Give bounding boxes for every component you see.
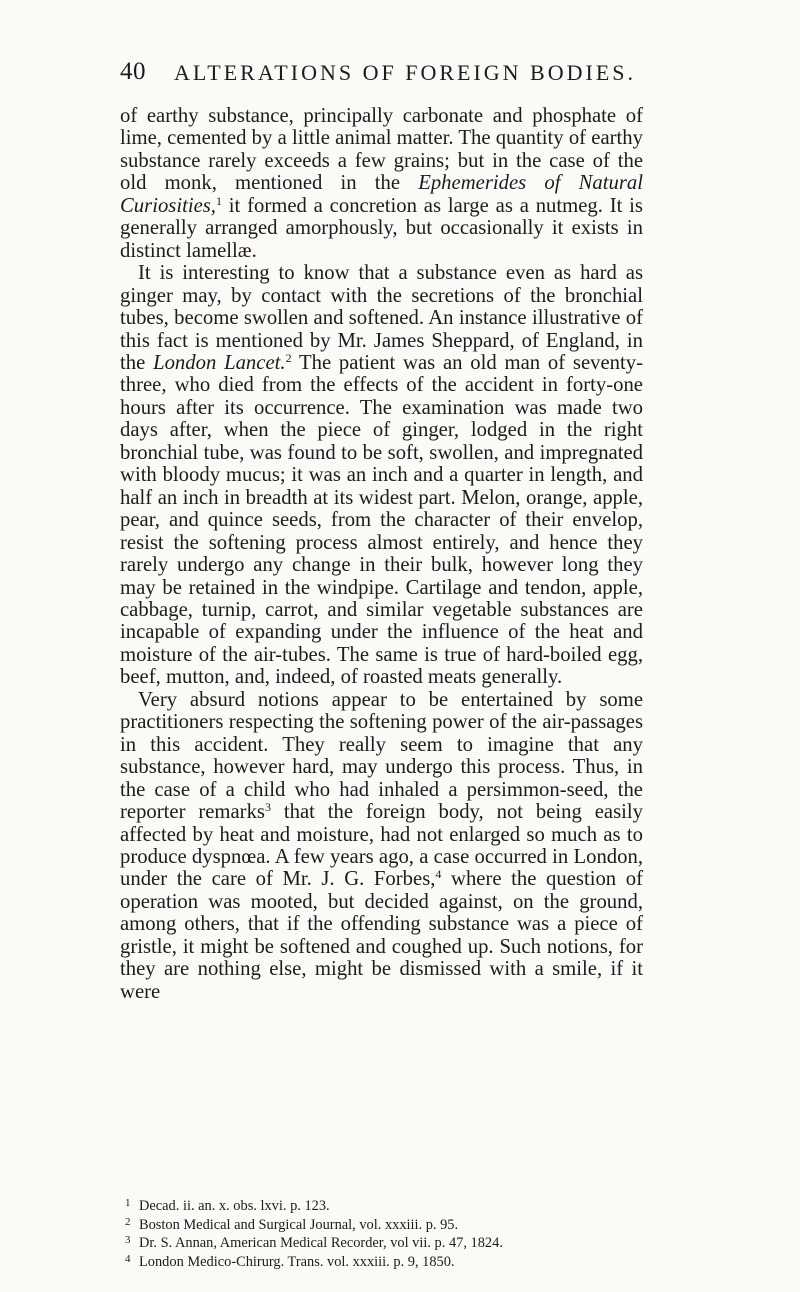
paragraph: Very absurd notions appear to be entertained by some practitioners respecting the softening power of the air-passages in this accident. They really seem to imagine that any substance, however hard, may undergo this process. Thus, in the case of a child who had inhaled a persimmon-seed, the reporter remarks$^3$ that the foreign body, not being easily affected by heat and moisture, had not enlarged so much as to produce dyspnœa. A few years ago, a case occurred in London, under the care of Mr. J. G. Forbes,$^4$ where the question of operation was mooted, but decided against, on the ground, among others, that if the offending substance was a piece of gristle, it might be softened and coughed up. Such notions, for they are nothing else, might be dismissed with a smile, if it were [120,688,643,1003]
footnote-mark: 2 [125,1215,131,1228]
footnote-text: Boston Medical and Surgical Journal, vol. xxxiii. p. 95. [139,1216,459,1233]
page-header [120,58,640,88]
page-number: 40 [120,58,146,85]
footnote-text: Dr. S. Annan, American Medical Recorder, vol vii. p. 47, 1824. [139,1235,503,1252]
footnote-mark: 4 [125,1252,131,1265]
footnote-text: Decad. ii. an. x. obs. lxvi. p. 123. [139,1198,330,1214]
footnote [125,1253,645,1272]
footnote-text: London Medico-Chirurg. Trans. vol. xxxiii. p. 9, 1850. [139,1253,455,1270]
footnote-ref[interactable]: 2 [285,350,292,365]
footnote [125,1216,645,1235]
footnote-ref[interactable]: 4 [435,867,442,882]
footnote-ref[interactable]: 3 [264,800,271,815]
italic-title: Ephemerides of Natural Curiosities, [120,172,643,217]
footnotes [125,1197,645,1271]
paragraph: of earthy substance, principally carbonate and phosphate of lime, cemented by a little animal matter. The quantity of earthy substance rarely exceeds a few grains; but in the case of the old monk, mentioned in the Ephemerides of Natural Curiosities,$^1$ it formed a concretion as large as a nutmeg. It is generally arranged amorphously, but occasionally it exists in distinct lamellæ. [120,105,643,262]
running-head: ALTERATIONS OF FOREIGN BODIES. [174,60,636,85]
footnote-mark: 1 [125,1197,131,1209]
footnote [125,1234,645,1253]
italic-title: London Lancet. [153,351,286,374]
footnote-ref[interactable]: 1 [215,193,222,208]
footnote [125,1197,645,1216]
footnote-mark: 3 [125,1234,131,1247]
body-text [120,105,643,1003]
paragraph: It is interesting to know that a substance even as hard as ginger may, by contact with the secretions of the bronchial tubes, become swollen and softened. An instance illustrative of this fact is mentioned by Mr. James Sheppard, of England, in the London Lancet.$^2$ The patient was an old man of seventy-three, who died from the effects of the accident in forty-one hours after its occurrence. The examination was made two days after, when the piece of ginger, lodged in the right bronchial tube, was found to be soft, swollen, and impregnated with bloody mucus; it was an inch and a quarter in length, and half an inch in breadth at its widest part. Melon, orange, apple, pear, and quince seeds, from the character of their envelop, resist the softening process almost entirely, and hence they rarely undergo any change in their bulk, however long they may be retained in the windpipe. Cartilage and tendon, apple, cabbage, turnip, carrot, and similar vegetable substances are incapable of expanding under the influence of the heat and moisture of the air-tubes. The same is true of hard-boiled egg, beef, mutton, and, indeed, of roasted meats generally. [120,262,643,689]
